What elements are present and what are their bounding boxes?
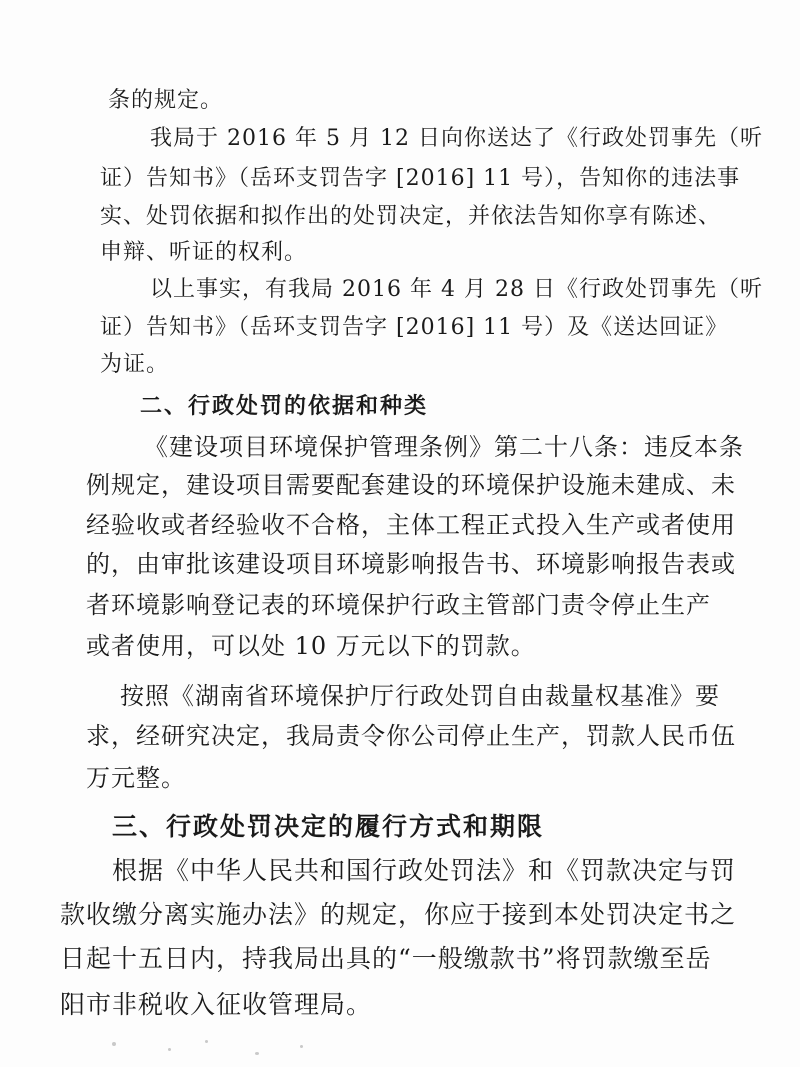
- paragraph-line: 实、处罚依据和拟作出的处罚决定，并依法告知你享有陈述、: [100, 204, 722, 229]
- scan-speck: [168, 1048, 171, 1051]
- paragraph-line: 者环境影响登记表的环境保护行政主管部门责令停止生产: [86, 591, 711, 619]
- scan-speck: [112, 1042, 116, 1046]
- section-heading: 二、行政处罚的依据和种类: [140, 393, 429, 419]
- paragraph-line: 我局于 2016 年 5 月 12 日向你送达了《行政处罚事先（听: [150, 126, 763, 151]
- paragraph-line: 为证。: [100, 352, 170, 377]
- paragraph-line: 款收缴分离实施办法》的规定，你应于接到本处罚决定书之: [60, 900, 737, 929]
- paragraph-line: 申辩、听证的权利。: [100, 240, 308, 265]
- scan-speck: [255, 1052, 259, 1055]
- section-heading: 三、行政处罚决定的履行方式和期限: [112, 812, 545, 841]
- paragraph-line: 《建设项目环境保护管理条例》第二十八条：违反本条: [144, 433, 744, 461]
- paragraph-line: 根据《中华人民共和国行政处罚法》和《罚款决定与罚: [112, 856, 737, 885]
- paragraph-line: 的，由审批该建设项目环境影响报告书、环境影响报告表或: [86, 550, 736, 578]
- paragraph-line: 经验收或者经验收不合格，主体工程正式投入生产或者使用: [86, 511, 736, 539]
- paragraph-line: 证）告知书》（岳环支罚告字 [2016] 11 号），告知你的违法事: [100, 166, 741, 191]
- paragraph-line: 或者使用，可以处 10 万元以下的罚款。: [86, 632, 536, 660]
- paragraph-line: 日起十五日内，持我局出具的“一般缴款书”将罚款缴至岳: [60, 944, 712, 973]
- paragraph-line: 条的规定。: [108, 88, 224, 113]
- paragraph-line: 以上事实，有我局 2016 年 4 月 28 日《行政处罚事先（听: [150, 277, 763, 302]
- paragraph-line: 阳市非税收入征收管理局。: [60, 990, 373, 1019]
- paragraph-line: 按照《湖南省环境保护厅行政处罚自由裁量权基准》要: [120, 682, 720, 710]
- scan-speck: [205, 1040, 208, 1043]
- paragraph-line: 例规定，建设项目需要配套建设的环境保护设施未建成、未: [86, 471, 736, 499]
- paragraph-line: 求，经研究决定，我局责令你公司停止生产，罚款人民币伍: [86, 722, 736, 750]
- paragraph-line: 证）告知书》（岳环支罚告字 [2016] 11 号）及《送达回证》: [100, 315, 729, 340]
- paragraph-line: 万元整。: [86, 764, 186, 792]
- scan-speck: [300, 1045, 303, 1048]
